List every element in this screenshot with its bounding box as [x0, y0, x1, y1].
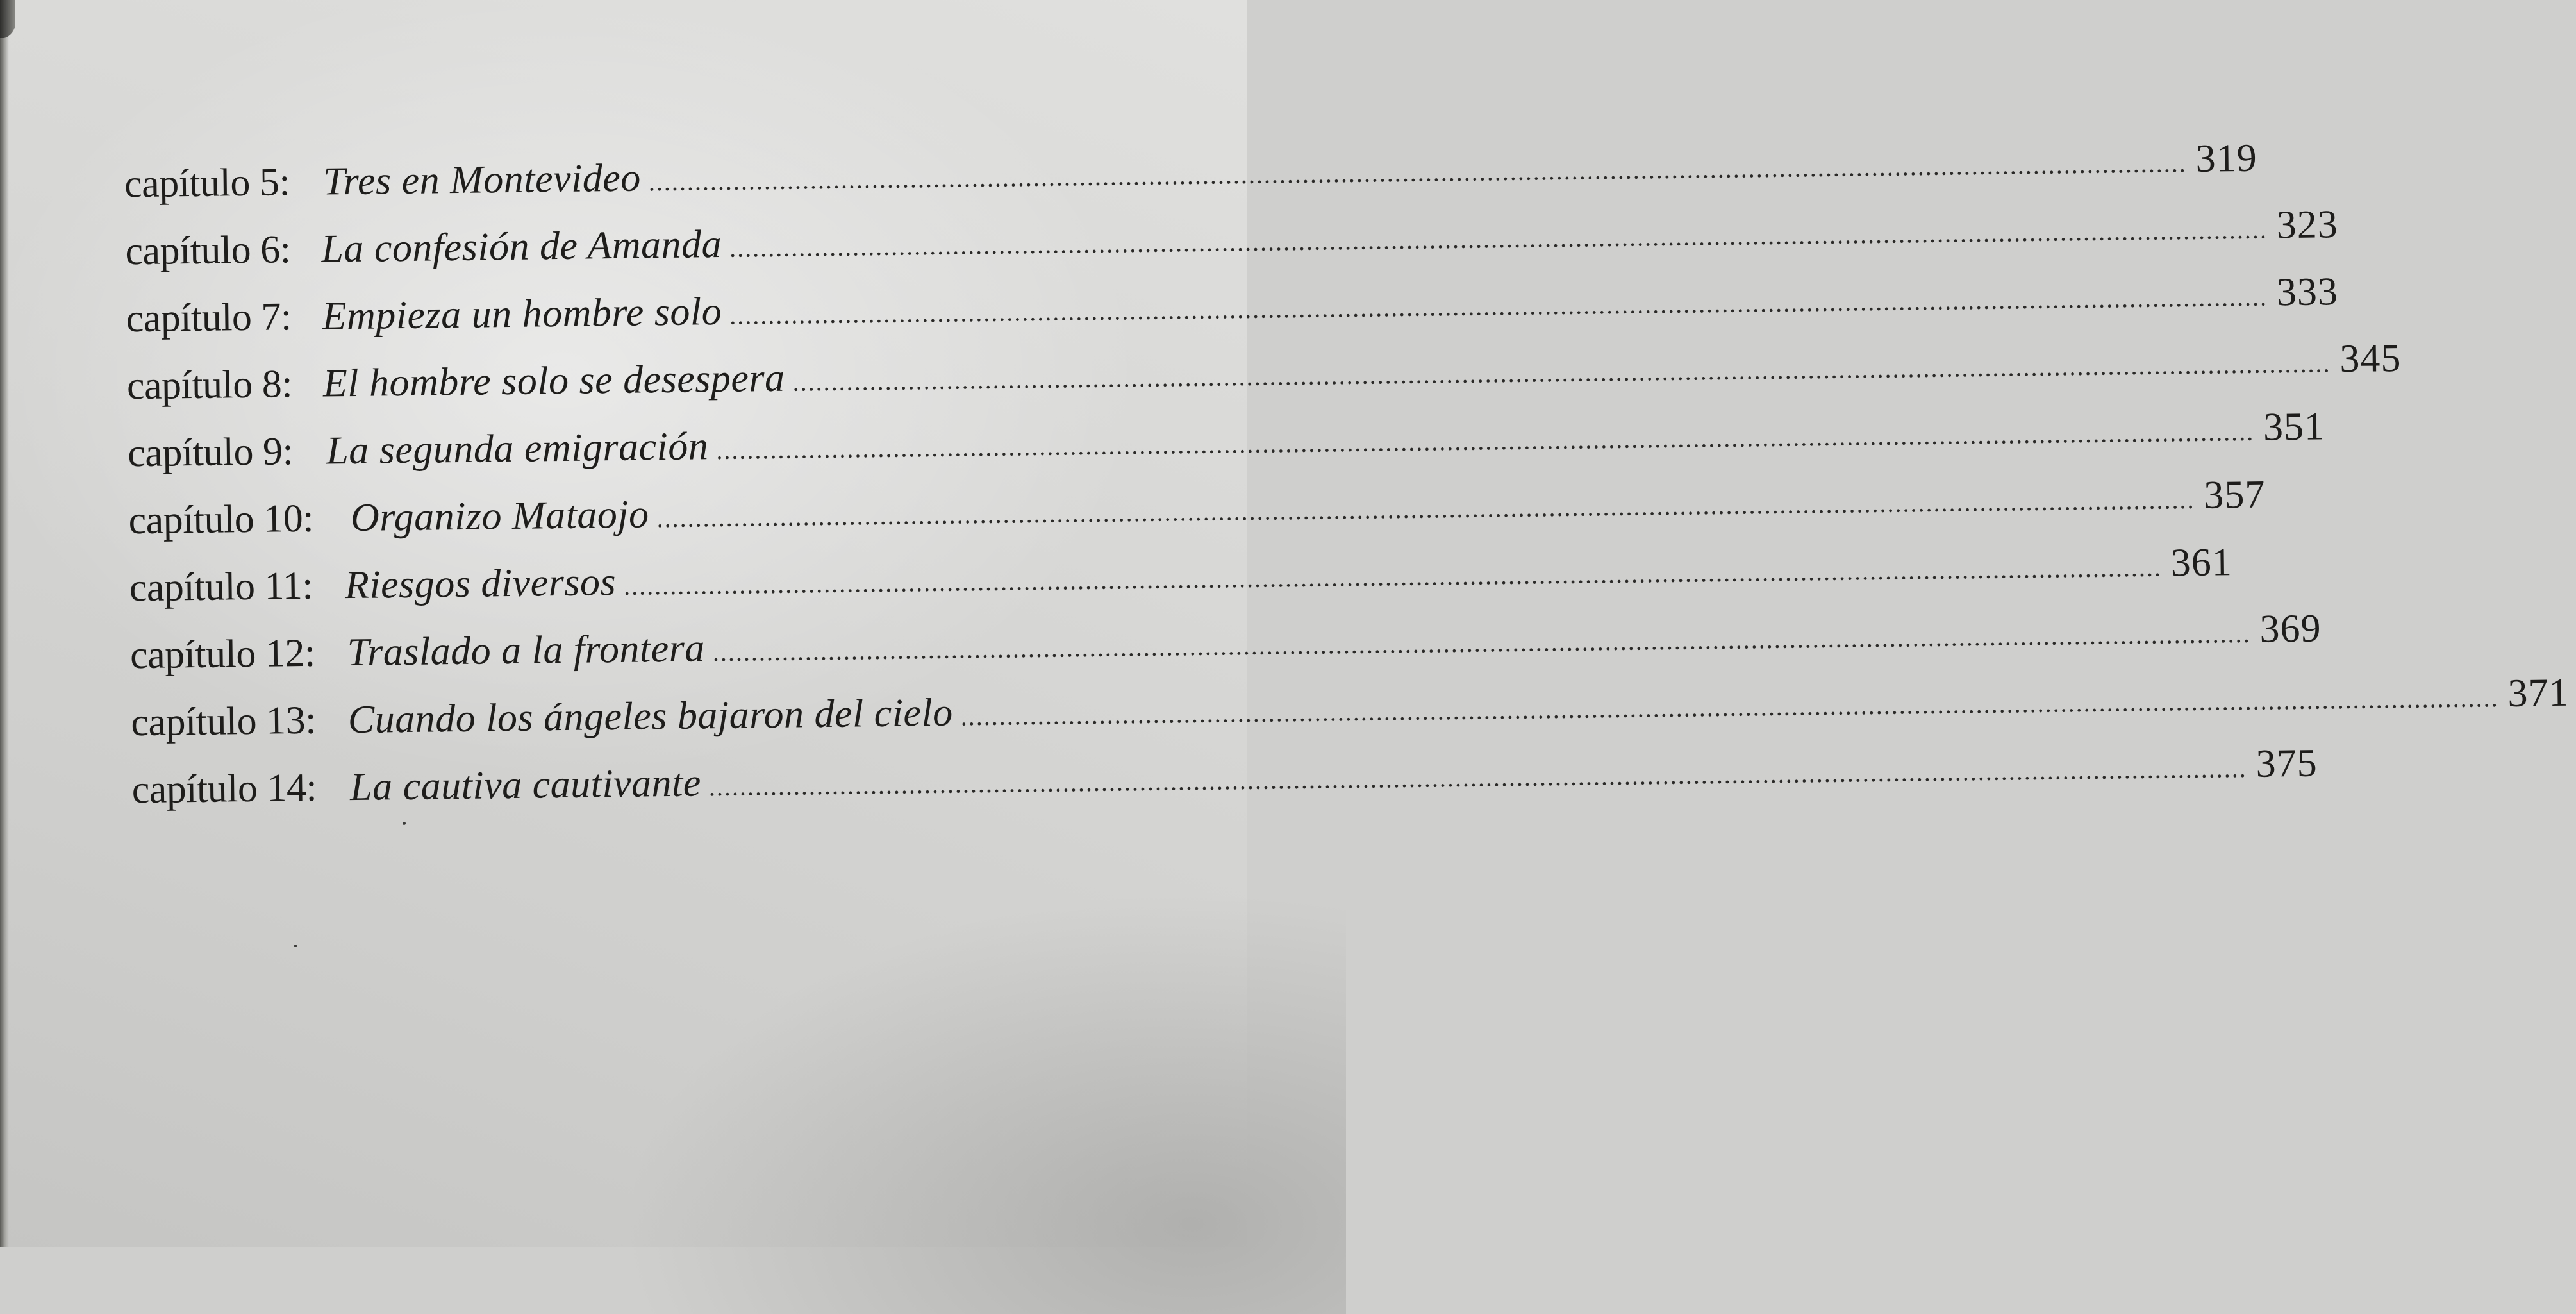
- chapter-label: capítulo 14:: [131, 765, 317, 812]
- chapter-title: Traslado a la frontera: [347, 626, 706, 675]
- paper-speck: [294, 945, 297, 947]
- leader-dots: ........................................................................................................................................................................................................: [792, 349, 2331, 397]
- toc-entry-8: [126, 336, 2402, 409]
- leader-dots: ........................................................................................................................................................................................................: [729, 215, 2268, 263]
- toc-entry-6: [125, 203, 2339, 274]
- chapter-label: capítulo 6:: [125, 228, 291, 274]
- toc-entry-11: [129, 540, 2233, 611]
- leader-dots: ........................................................................................................................................................................................................: [716, 417, 2255, 465]
- page-number: 333: [2276, 270, 2339, 315]
- paper-speck: [403, 822, 406, 825]
- leader-dots: ........................................................................................................................................................................................................: [623, 553, 2163, 601]
- chapter-title: Riesgos diversos: [344, 560, 617, 608]
- chapter-label: capítulo 10:: [128, 496, 314, 543]
- page-number: 361: [2170, 540, 2233, 585]
- leader-dots: ........................................................................................................................................................................................................: [648, 149, 2187, 197]
- chapter-title: La segunda emigración: [326, 424, 709, 473]
- chapter-label: capítulo 9:: [127, 429, 294, 476]
- leader-dots: ........................................................................................................................................................................................................: [960, 683, 2499, 731]
- toc-entry-12: [129, 606, 2322, 678]
- leader-dots: ........................................................................................................................................................................................................: [729, 282, 2268, 330]
- chapter-label: capítulo 13:: [131, 698, 317, 745]
- page-number: 345: [2339, 336, 2402, 381]
- chapter-label: capítulo 11:: [129, 563, 313, 610]
- leader-dots: ........................................................................................................................................................................................................: [656, 485, 2195, 533]
- chapter-title: Tres en Montevideo: [322, 156, 642, 204]
- chapter-label: capítulo 7:: [126, 295, 292, 341]
- chapter-label: capítulo 5:: [124, 160, 290, 206]
- toc-entry-14: [131, 741, 2318, 813]
- chapter-title: El hombre solo se desespera: [322, 356, 785, 406]
- chapter-title: La confesión de Amanda: [320, 222, 722, 271]
- toc-entry-5: [124, 136, 2258, 207]
- toc-entry-13: [131, 670, 2570, 745]
- chapter-title: Organizo Mataojo: [350, 492, 649, 540]
- chapter-title: La cautiva cautivante: [349, 761, 702, 810]
- leader-dots: ........................................................................................................................................................................................................: [708, 753, 2247, 802]
- chapter-label: capítulo 12:: [129, 631, 315, 678]
- leader-dots: ........................................................................................................................................................................................................: [712, 619, 2251, 667]
- page-number: 375: [2256, 741, 2318, 786]
- page-number: 369: [2259, 606, 2322, 651]
- chapter-title: Cuando los ángeles bajaron del cielo: [347, 690, 954, 742]
- toc-entry-9: [127, 404, 2325, 476]
- page-number: 357: [2203, 472, 2266, 517]
- chapter-title: Empieza un hombre solo: [322, 289, 722, 338]
- page-number: 319: [2195, 136, 2258, 181]
- page-number: 351: [2263, 404, 2325, 449]
- page-number: 323: [2276, 203, 2339, 247]
- toc-entry-10: [128, 472, 2266, 544]
- chapter-label: capítulo 8:: [126, 362, 293, 408]
- toc-entry-7: [126, 270, 2339, 342]
- page-number: 371: [2507, 670, 2570, 715]
